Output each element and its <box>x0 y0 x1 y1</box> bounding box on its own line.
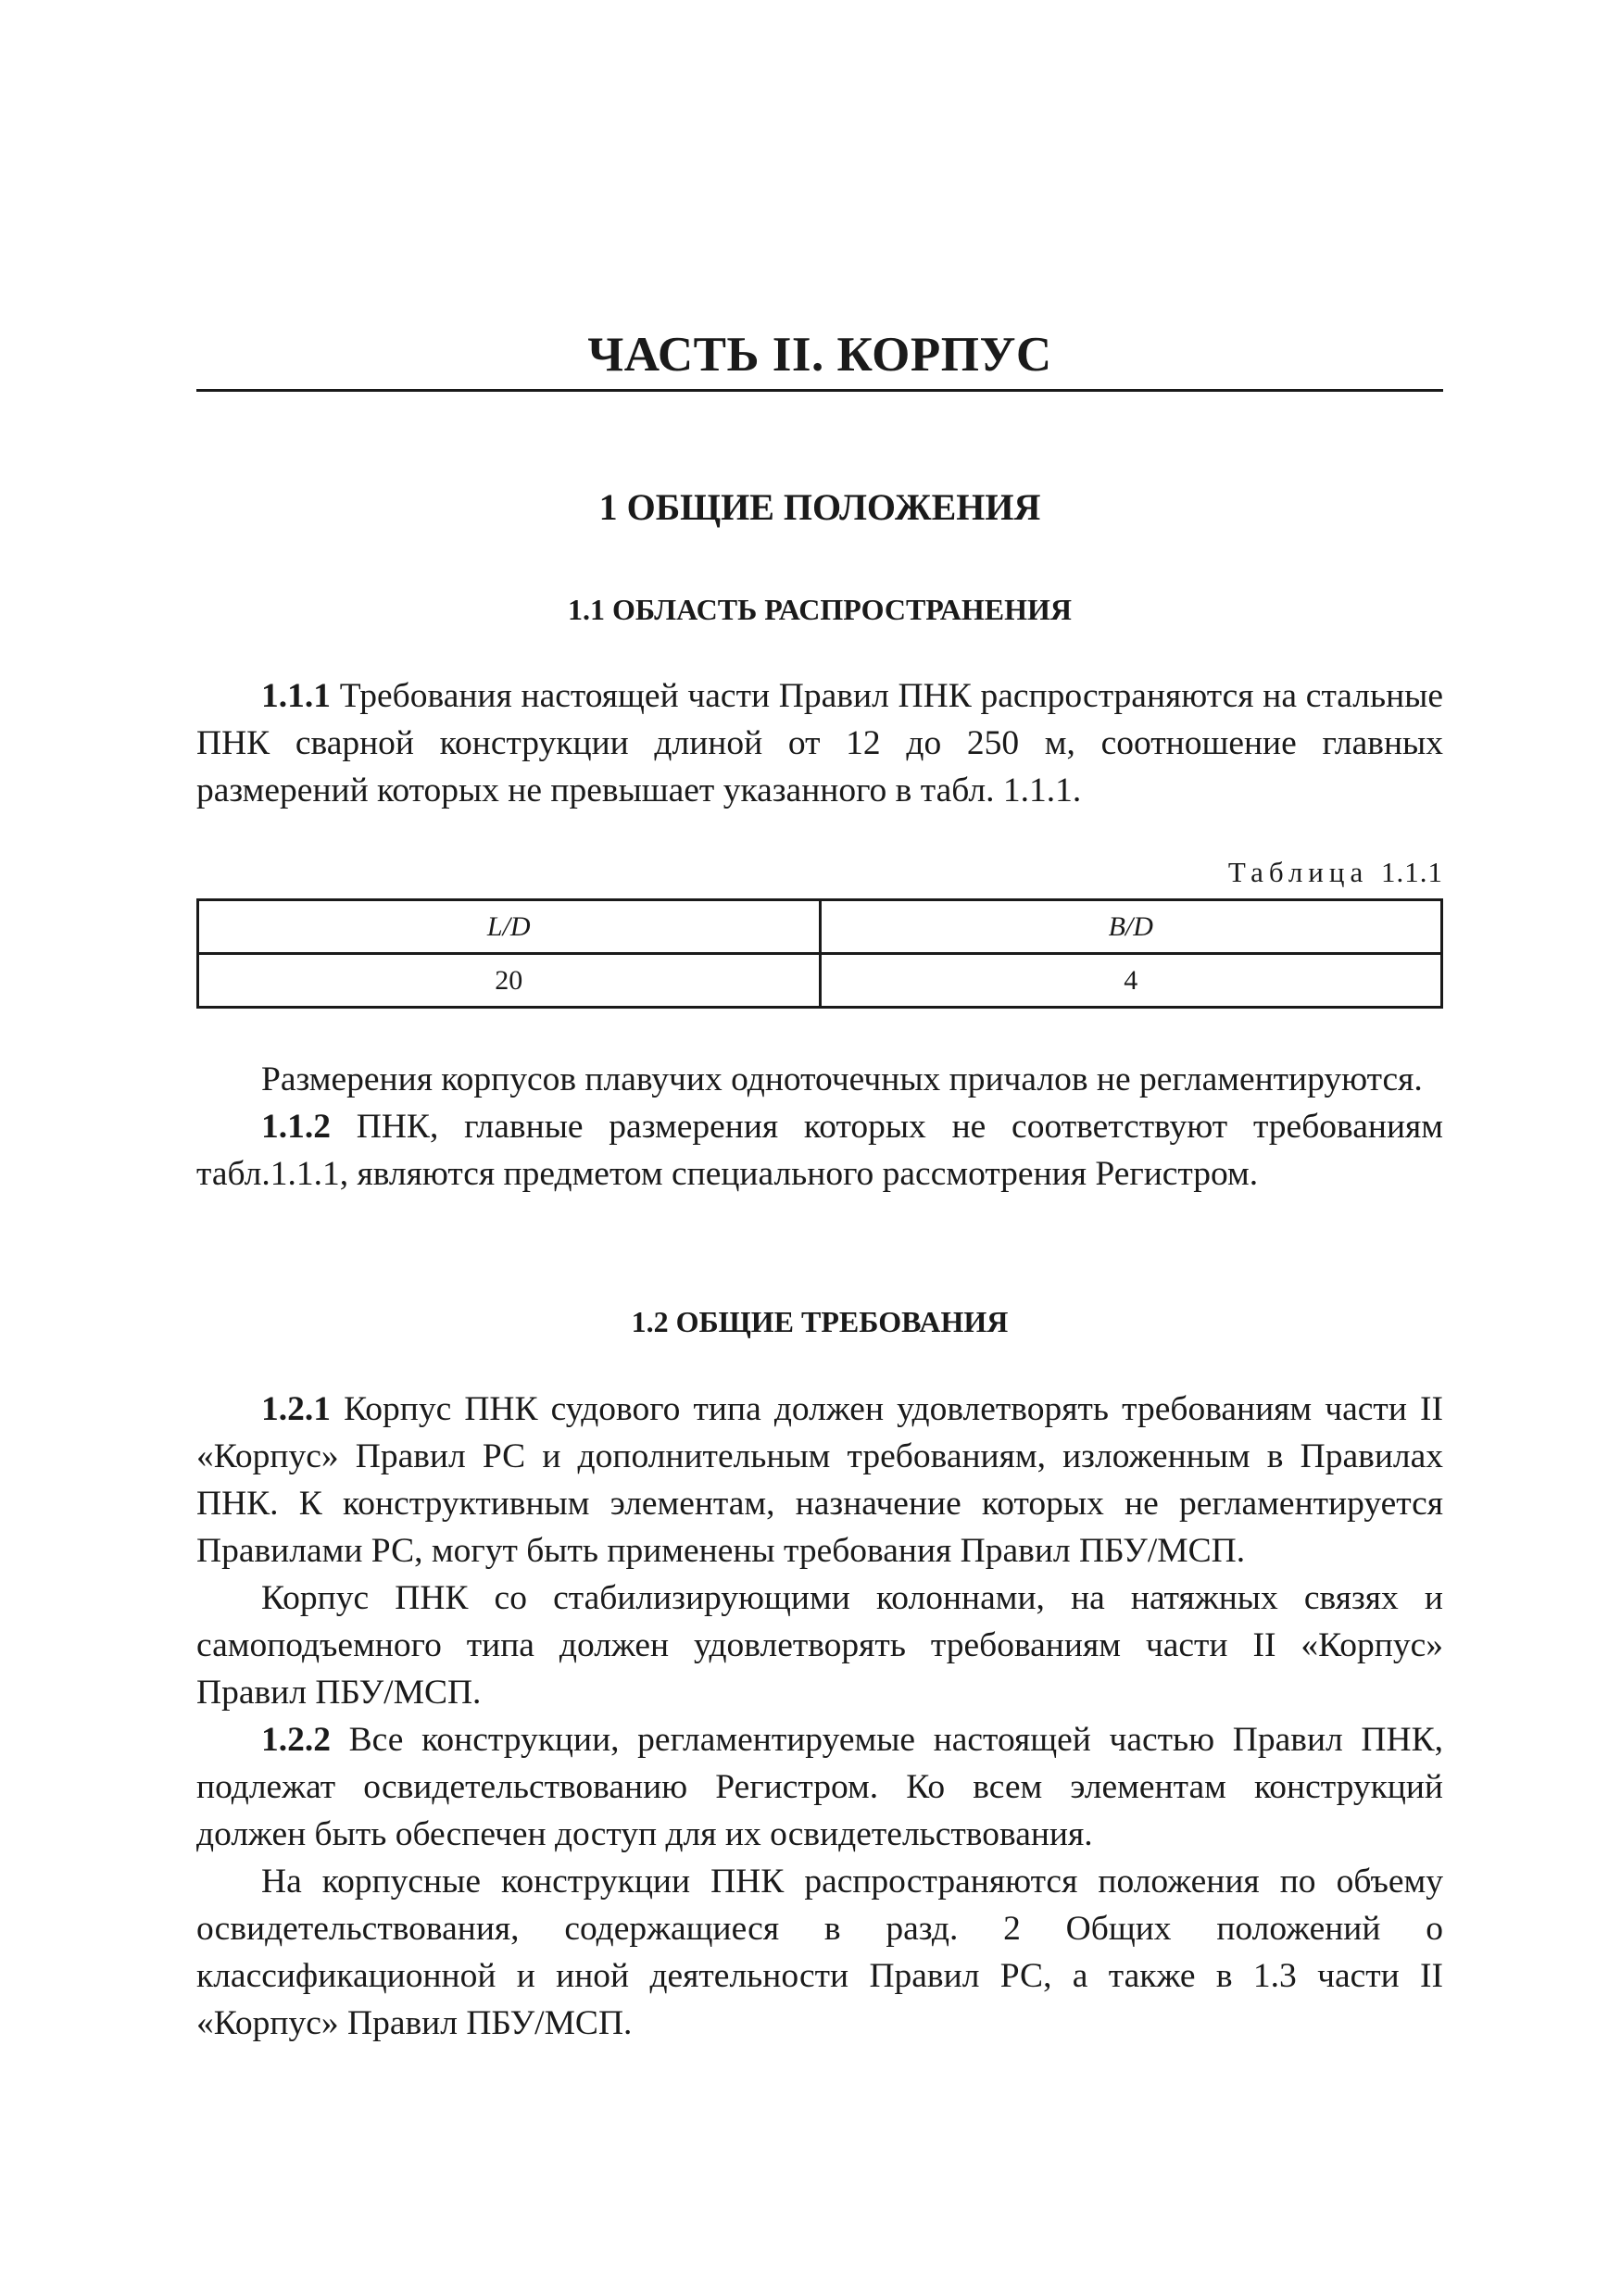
part-title-rule <box>196 389 1443 392</box>
table-header-cell: L/D <box>198 900 821 954</box>
table-row <box>198 954 1442 1008</box>
table-cell: 20 <box>198 954 821 1008</box>
paragraph-text: Размерения корпусов плавучих одноточечных причалов не регламентируются. <box>261 1060 1423 1098</box>
subsection-1-2-title: 1.2 ОБЩИЕ ТРЕБОВАНИЯ <box>631 1305 1009 1338</box>
paragraph-text: Корпус ПНК со стабилизирующими колоннами, на натяжных связях и самоподъемного типа должен удовлетворять требованиям части II «Корпус» Правил ПБУ/МСП. <box>196 1579 1443 1712</box>
clause-number: 1.2.2 <box>261 1721 331 1759</box>
paragraphs-1-2 <box>196 1386 1443 2047</box>
table-cell: 4 <box>820 954 1442 1008</box>
table-1-1-1 <box>196 898 1443 1009</box>
paragraph-text: ПНК, главные размерения которых не соответствуют требованиям табл.1.1.1, являются предметом специального рассмотрения Регистром. <box>196 1108 1443 1193</box>
table-caption-number: 1.1.1 <box>1381 856 1443 888</box>
paragraph-1-1-1 <box>196 672 1443 814</box>
clause-number: 1.1.1 <box>261 677 331 715</box>
paragraphs-1-1-tail <box>196 1056 1443 1198</box>
table-header-row <box>198 900 1442 954</box>
subsection-1-1-title: 1.1 ОБЛАСТЬ РАСПРОСТРАНЕНИЯ <box>568 593 1072 626</box>
paragraph-text: На корпусные конструкции ПНК распространяются положения по объему освидетельствования, содержащиеся в разд. 2 Общих положений о классификационной и иной деятельности Правил РС, а также в 1.3 части II «Корпус» Правил ПБУ/МСП. <box>196 1863 1443 2042</box>
table-header-cell: B/D <box>820 900 1442 954</box>
paragraph-text: Все конструкции, регламентируемые настоящей частью Правил ПНК, подлежат освидетельствованию Регистром. Ко всем элементам конструкций должен быть обеспечен доступ для их освидетельствования. <box>196 1721 1443 1853</box>
table-caption-label: Таблица <box>1227 856 1369 888</box>
clause-number: 1.2.1 <box>261 1390 331 1428</box>
paragraph-text: Требования настоящей части Правил ПНК распространяются на стальные ПНК сварной конструкции длиной от 12 до 250 м, соотношение главных размерений которых не превышает указанного в табл. 1.1.1. <box>196 677 1443 809</box>
section-1-title: 1 ОБЩИЕ ПОЛОЖЕНИЯ <box>598 486 1041 528</box>
paragraph-text: Корпус ПНК судового типа должен удовлетворять требованиям части II «Корпус» Правил РС и дополнительным требованиям, изложенным в Правилах ПНК. К конструктивным элементам, назначение которых не регламентируется Правилами РС, могут быть применены требования Правил ПБУ/МСП. <box>196 1390 1443 1570</box>
clause-number: 1.1.2 <box>261 1108 331 1146</box>
part-title: ЧАСТЬ II. КОРПУС <box>587 328 1052 382</box>
table-caption <box>1228 854 1443 891</box>
